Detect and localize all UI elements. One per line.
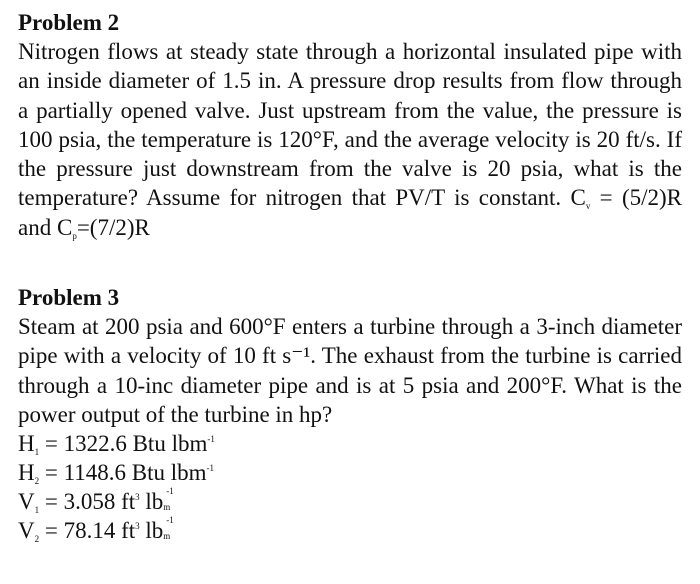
v1-unit: lb xyxy=(145,489,164,515)
h1-exponent: -1 xyxy=(207,434,215,445)
problem-2-paragraph: Nitrogen flows at steady state through a horizontal insulated pipe with an inside diameter of 1.5 in. A pressure drop results from flow through a partially opened valve. Just upstream from the value, the pressure is 100 psia, the temperature is 120°F, and the average velocity is 20 ft/s. If the pressure just downstream from the valve is 20 psia, what is the temperature? Assume for nitrogen that PV/T is constant. xyxy=(18,39,682,211)
cp-subscript: p xyxy=(72,230,77,241)
given-v1 xyxy=(18,487,682,516)
v1-symbol: V xyxy=(18,489,35,515)
h2-value: = 1148.6 Btu lbm xyxy=(44,460,207,486)
given-h2 xyxy=(18,458,682,487)
cp-symbol: C xyxy=(56,214,73,240)
v1-value-exponent: 3 xyxy=(135,492,140,503)
v1-unit-exponent: -1 xyxy=(166,486,174,497)
given-values-list xyxy=(18,429,682,545)
given-h1 xyxy=(18,429,682,458)
cp-expression: =(7/2)R xyxy=(76,214,150,240)
cv-expression: = (5/2)R and xyxy=(18,185,682,240)
v2-subscript: 2 xyxy=(34,534,40,545)
problem-3-paragraph: Steam at 200 psia and 600°F enters a turbine through a 3-inch diameter pipe with a velocity of 10 ft s⁻¹. The exhaust from the turbine is carried through a 10-inc diameter pipe and is at 5 psia and 200°F. What is the power output of the turbine in hp? xyxy=(18,314,682,427)
v2-value: = 78.14 ft xyxy=(44,518,136,544)
v2-unit-exponent: -1 xyxy=(166,515,174,526)
h2-subscript: 2 xyxy=(34,476,40,487)
cv-symbol: C xyxy=(570,185,586,211)
h2-symbol: H xyxy=(18,460,35,486)
v1-unit-subscript: m xyxy=(163,502,171,513)
h1-subscript: 1 xyxy=(34,447,40,458)
v2-symbol: V xyxy=(18,518,35,544)
h1-value: = 1322.6 Btu lbm xyxy=(44,431,208,457)
h1-symbol: H xyxy=(18,431,35,457)
document-page xyxy=(18,8,682,545)
problem-2-heading: Problem 2 xyxy=(18,10,120,35)
given-v2 xyxy=(18,516,682,545)
problem-3-heading: Problem 3 xyxy=(18,285,120,311)
v1-unit-scripts xyxy=(163,486,177,513)
v1-value: = 3.058 ft xyxy=(44,489,136,515)
v2-value-exponent: 3 xyxy=(135,521,140,532)
h2-exponent: -1 xyxy=(206,463,215,474)
v1-subscript: 1 xyxy=(34,505,40,516)
v2-unit-scripts xyxy=(163,515,177,542)
cv-subscript: v xyxy=(585,201,591,212)
v2-unit-subscript: m xyxy=(163,531,171,542)
problem-2-text xyxy=(18,37,682,242)
section-spacer xyxy=(18,242,682,283)
v2-unit: lb xyxy=(145,518,164,544)
